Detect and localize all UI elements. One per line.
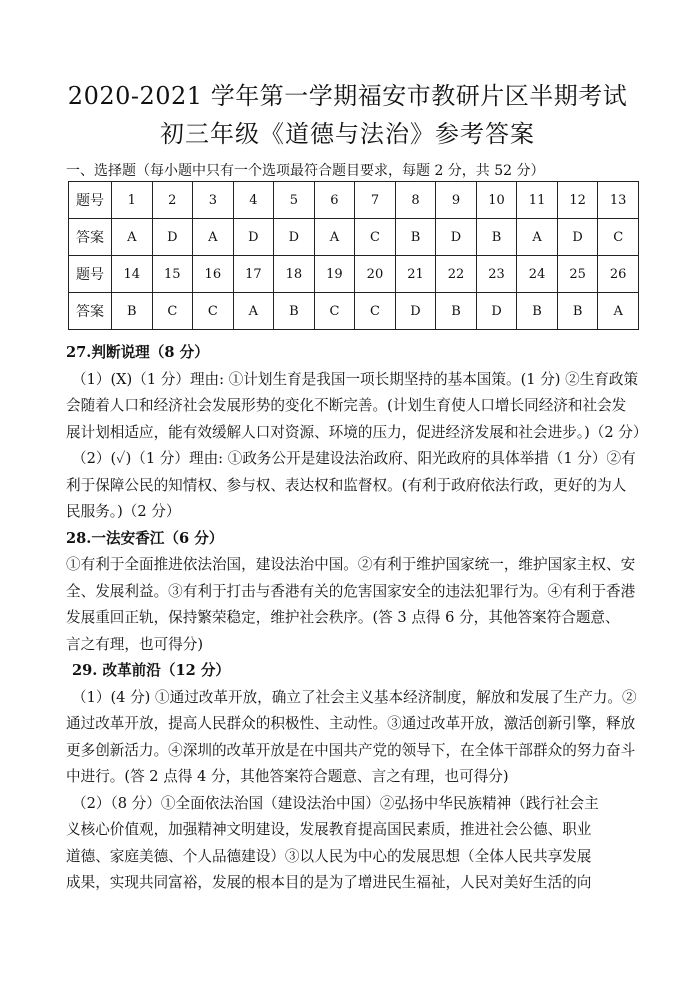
q27-line: （2）(✓)（1 分）理由: ①政务公开是建设法治政府、阳光政府的具体举措（1 分）②有 <box>72 450 636 467</box>
q29-line: 义核心价值观，加强精神文明建设，发展教育提高国民素质，推进社会公德、职业 <box>66 821 592 838</box>
cell-number: 7 <box>355 182 396 219</box>
q27-line: 展计划相适应，能有效缓解人口对资源、环境的压力，促进经济发展和社会进步。)（2 分） <box>66 423 648 441</box>
table-row-answers-2 <box>69 293 639 330</box>
answer-table <box>68 181 639 330</box>
header-question: 题号 <box>69 182 112 219</box>
q27-line: 民服务。)（2 分） <box>66 503 181 520</box>
q29-line: 道德、家庭美德、个人品德建设）③以人民为中心的发展思想（全体人民共享发展 <box>66 847 592 865</box>
cell-number: 10 <box>476 182 517 219</box>
section1-instruction: 一、选择题（每小题中只有一个选项最符合题目要求，每题 2 分，共 52 分） <box>66 163 545 179</box>
cell-answer: A <box>112 219 153 256</box>
cell-answer: D <box>274 219 315 256</box>
cell-number: 19 <box>314 256 355 293</box>
cell-answer: B <box>476 219 517 256</box>
cell-number: 24 <box>517 256 558 293</box>
q28-heading: 28.一法安香江（6 分） <box>66 529 224 547</box>
cell-answer: D <box>476 293 517 330</box>
table-row-answers-1 <box>69 219 639 256</box>
q28-line: ①有利于全面推进依法治国，建设法治中国。②有利于维护国家统一，维护国家主权、安 <box>66 556 636 573</box>
title-line-1: 2020-2021 学年第一学期福安市教研片区半期考试 <box>67 82 628 110</box>
table-row-numbers-1 <box>69 182 639 219</box>
title-line-2: 初三年级《道德与法治》参考答案 <box>160 120 535 148</box>
cell-answer: A <box>598 293 639 330</box>
cell-answer: A <box>193 219 234 256</box>
cell-number: 8 <box>395 182 436 219</box>
cell-answer: B <box>557 293 598 330</box>
cell-number: 26 <box>598 256 639 293</box>
q29-line: （2）（8 分）①全面依法治国（建设法治中国）②弘扬中华民族精神（践行社会主 <box>72 794 599 812</box>
cell-answer: D <box>152 219 193 256</box>
table-row-numbers-2 <box>69 256 639 293</box>
q29-line: 成果，实现共同富裕，发展的根本目的是为了增进民生福祉，人民对美好生活的向 <box>66 874 592 891</box>
cell-number: 15 <box>152 256 193 293</box>
cell-answer: C <box>193 293 234 330</box>
q28-line: 全、发展利益。③有利于打击与香港有关的危害国家安全的违法犯罪行为。④有利于香港 <box>66 582 636 600</box>
cell-number: 3 <box>193 182 234 219</box>
cell-answer: B <box>112 293 153 330</box>
cell-number: 14 <box>112 256 153 293</box>
q27-line: （1）(X)（1 分）理由: ①计划生育是我国一项长期坚持的基本国策。(1 分) ②生育政策 <box>72 370 639 388</box>
cell-number: 20 <box>355 256 396 293</box>
cell-number: 23 <box>476 256 517 293</box>
cell-number: 21 <box>395 256 436 293</box>
cell-answer: D <box>395 293 436 330</box>
cell-number: 25 <box>557 256 598 293</box>
cell-answer: C <box>355 293 396 330</box>
cell-answer: A <box>517 219 558 256</box>
cell-number: 22 <box>436 256 477 293</box>
cell-number: 13 <box>598 182 639 219</box>
header-answer: 答案 <box>69 293 112 330</box>
cell-number: 9 <box>436 182 477 219</box>
q27-line: 利于保障公民的知情权、参与权、表达权和监督权。(有利于政府依法行政，更好的为人 <box>66 476 627 494</box>
cell-answer: A <box>314 219 355 256</box>
cell-number: 11 <box>517 182 558 219</box>
cell-answer: C <box>152 293 193 330</box>
cell-answer: B <box>395 219 436 256</box>
q29-line: 更多创新活力。④深圳的改革开放是在中国共产党的领导下，在全体干部群众的努力奋斗 <box>66 741 636 759</box>
cell-answer: A <box>233 293 274 330</box>
cell-number: 12 <box>557 182 598 219</box>
q29-line: 中进行。(答 2 点得 4 分，其他答案符合题意、言之有理，也可得分) <box>66 768 509 785</box>
cell-number: 2 <box>152 182 193 219</box>
cell-answer: B <box>274 293 315 330</box>
cell-number: 16 <box>193 256 234 293</box>
cell-answer: D <box>436 219 477 256</box>
cell-answer: D <box>557 219 598 256</box>
q27-heading: 27.判断说理（8 分） <box>66 344 209 361</box>
q27-line: 会随着人口和经济社会发展形势的变化不断完善。(计划生育使人口增长同经济和社会发 <box>66 397 627 414</box>
cell-number: 4 <box>233 182 274 219</box>
cell-answer: D <box>233 219 274 256</box>
cell-number: 5 <box>274 182 315 219</box>
cell-number: 1 <box>112 182 153 219</box>
cell-answer: C <box>598 219 639 256</box>
header-answer: 答案 <box>69 219 112 256</box>
cell-number: 18 <box>274 256 315 293</box>
cell-number: 6 <box>314 182 355 219</box>
answers-body <box>66 340 648 897</box>
header-question: 题号 <box>69 256 112 293</box>
q29-line: （1）(4 分) ①通过改革开放，确立了社会主义基本经济制度，解放和发展了生产力。② <box>72 688 637 706</box>
q29-heading: 29. 改革前沿（12 分） <box>72 662 231 679</box>
q28-line: 言之有理，也可得分) <box>66 635 204 653</box>
q28-line: 发展重回正轨，保持繁荣稳定，维护社会秩序。(答 3 点得 6 分，其他答案符合题意、 <box>66 609 620 626</box>
cell-answer: C <box>314 293 355 330</box>
cell-answer: C <box>355 219 396 256</box>
cell-answer: B <box>436 293 477 330</box>
cell-number: 17 <box>233 256 274 293</box>
q29-line: 通过改革开放，提高人民群众的积极性、主动性。③通过改革开放，激活创新引擎，释放 <box>66 715 636 732</box>
cell-answer: B <box>517 293 558 330</box>
